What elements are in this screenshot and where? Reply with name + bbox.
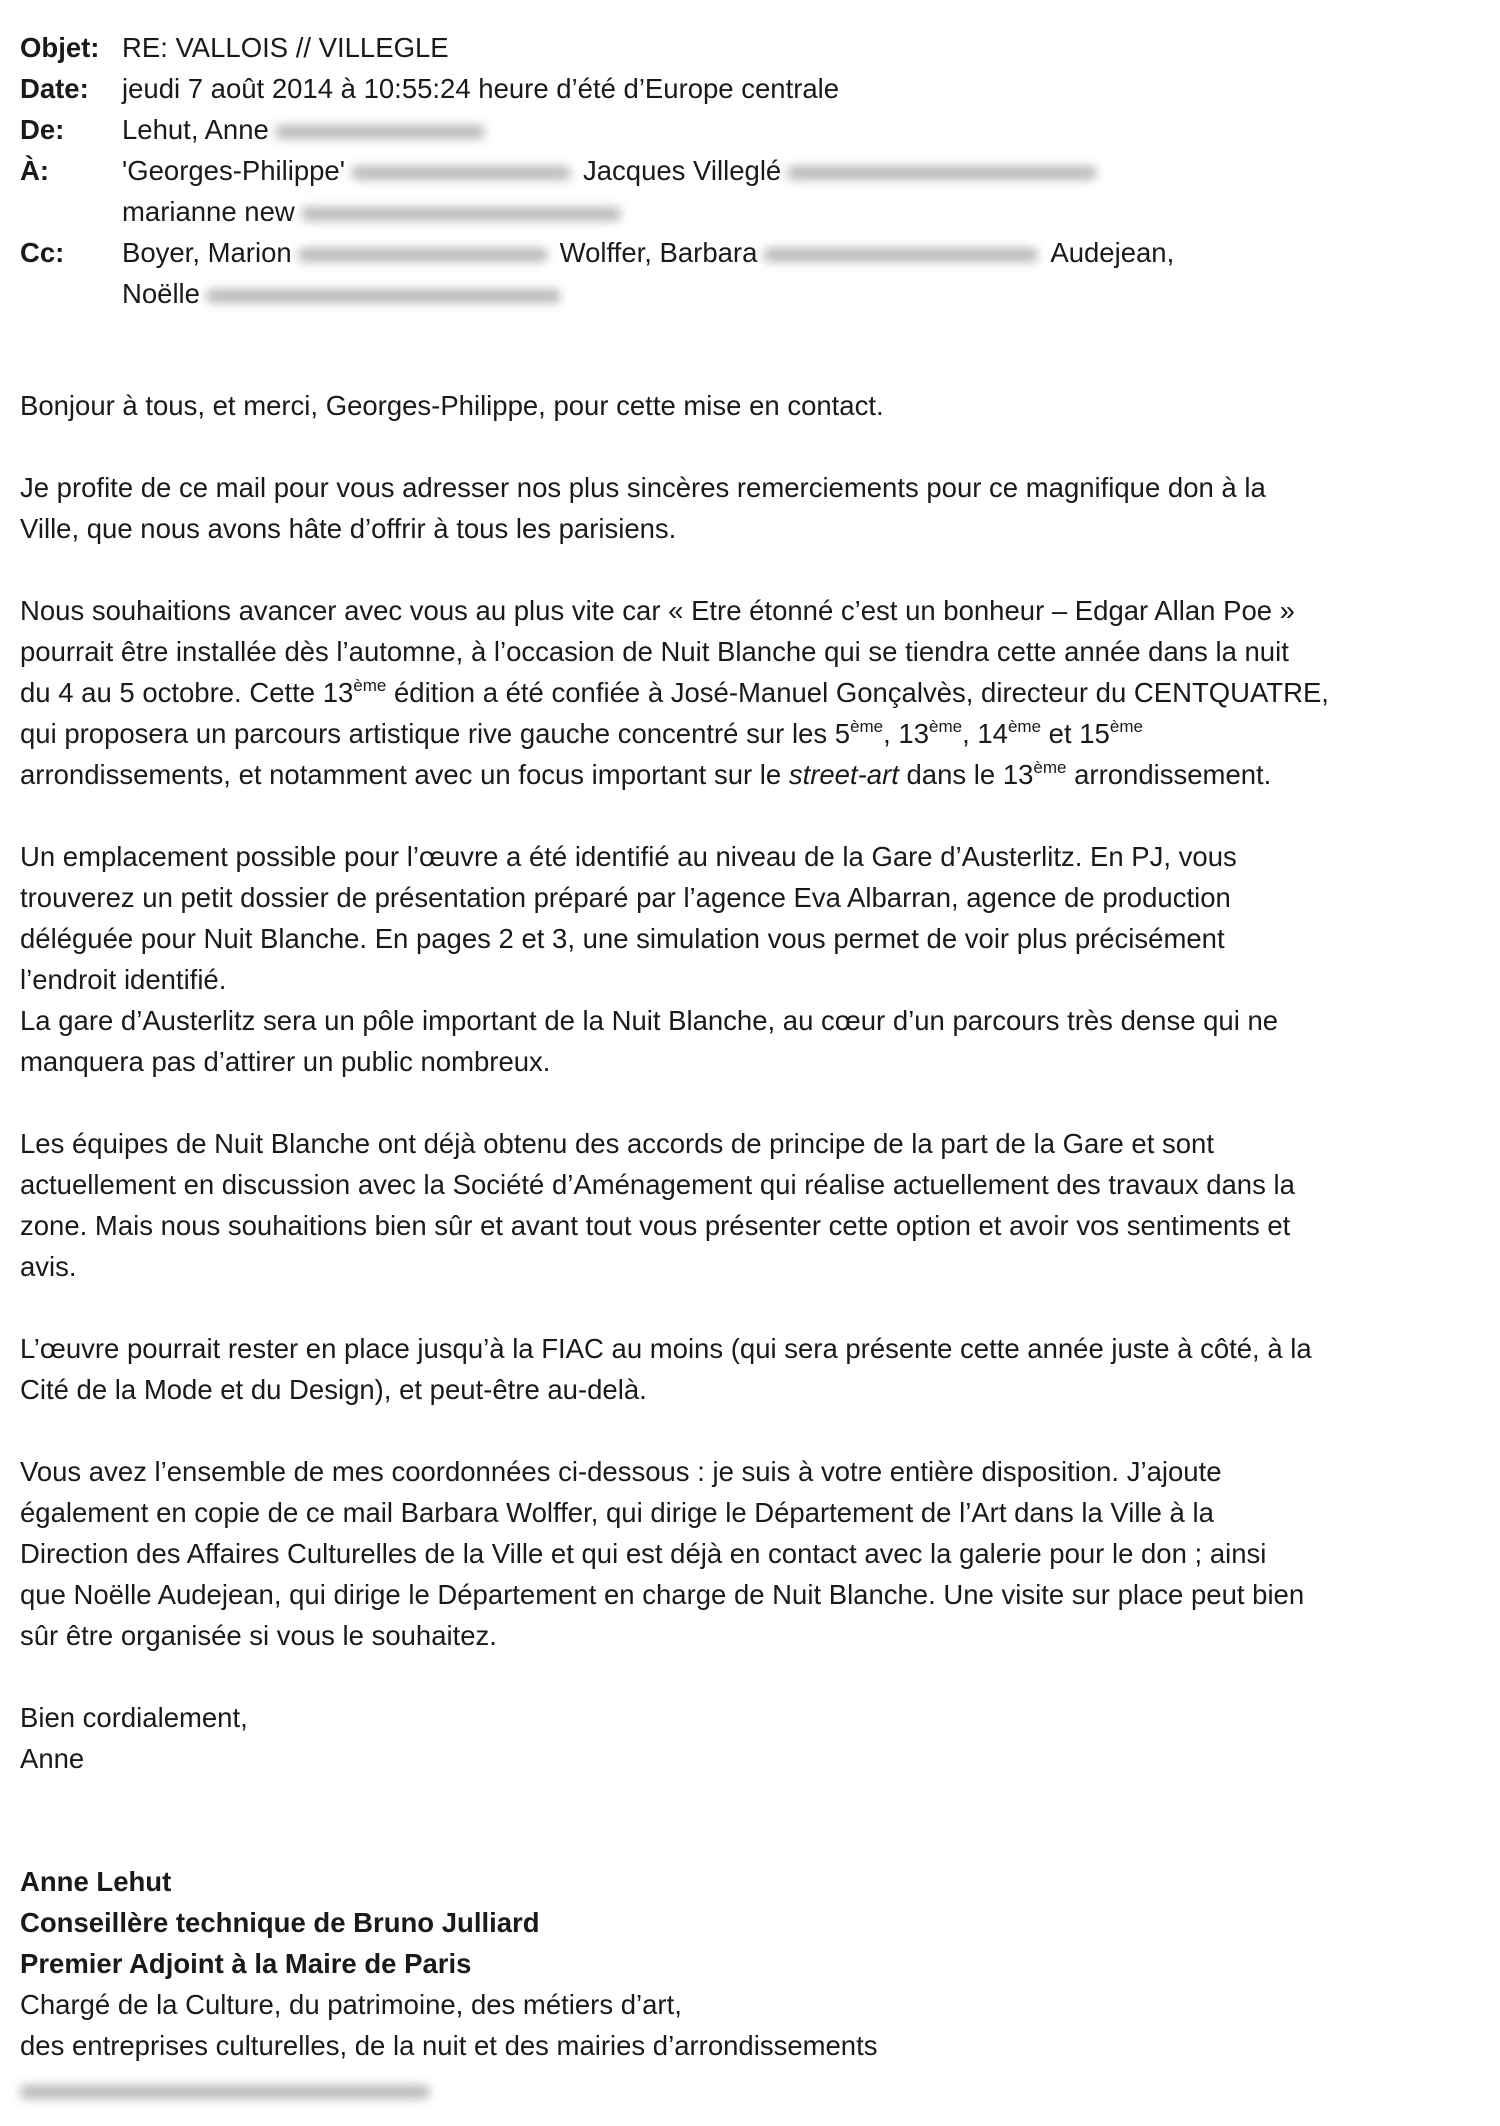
text-line: Cité de la Mode et du Design), et peut-être au-delà. — [20, 1374, 647, 1405]
paragraph-1 — [20, 385, 1482, 426]
paragraph-3 — [20, 590, 1482, 795]
text-line: l’endroit identifié. — [20, 964, 227, 995]
from-label: De: — [20, 114, 65, 145]
date-value: jeudi 7 août 2014 à 10:55:24 heure d’été d’Europe centrale — [122, 73, 840, 104]
to-row — [20, 150, 1480, 232]
signature-title: Premier Adjoint à la Maire de Paris — [20, 1948, 472, 1979]
superscript: ème — [1007, 717, 1042, 736]
date-row — [20, 68, 1480, 109]
text-line: pourrait être installée dès l’automne, à l’occasion de Nuit Blanche qui se tiendra cette année dans la nuit — [20, 636, 1289, 667]
redacted-email — [301, 207, 621, 221]
signature-block — [20, 1861, 1482, 2107]
to-recipient-3: marianne new — [122, 196, 295, 227]
text-line: trouverez un petit dossier de présentation préparé par l’agence Eva Albarran, agence de production — [20, 882, 1231, 913]
emphasis: street-art — [788, 759, 899, 790]
text-run: dans le 13 — [898, 759, 1034, 790]
text-run: et 15 — [1041, 718, 1110, 749]
cc-recipient-4: Noëlle — [122, 278, 200, 309]
text-line — [20, 672, 1482, 713]
to-label: À: — [20, 155, 50, 186]
text-line: Direction des Affaires Culturelles de la Ville et qui est déjà en contact avec la galerie pour le don ; ainsi — [20, 1538, 1267, 1569]
text-run: édition a été confiée à José-Manuel Gonçalvès, directeur du CENTQUATRE, — [386, 677, 1329, 708]
superscript: ème — [1109, 717, 1143, 736]
text-run: du 4 au 5 octobre. Cette 13 — [20, 677, 354, 708]
text-run: qui proposera un parcours artistique rive gauche concentré sur les 5 — [20, 718, 851, 749]
redacted-email — [298, 248, 548, 262]
from-name: Lehut, Anne — [122, 114, 269, 145]
subject-label: Objet: — [20, 32, 100, 63]
text-line: Vous avez l’ensemble de mes coordonnées ci-dessous : je suis à votre entière disposition. J’ajoute — [20, 1456, 1222, 1487]
redacted-email — [275, 125, 485, 139]
text-line: que Noëlle Audejean, qui dirige le Département en charge de Nuit Blanche. Une visite sur place peut bien — [20, 1579, 1305, 1610]
signature-title: Conseillère technique de Bruno Julliard — [20, 1907, 540, 1938]
paragraph-7 — [20, 1451, 1482, 1656]
cc-recipient-2: Wolffer, Barbara — [559, 237, 758, 268]
signature-name: Anne Lehut — [20, 1866, 172, 1897]
text-run: arrondissement. — [1066, 759, 1272, 790]
superscript: ème — [929, 717, 963, 736]
cc-label: Cc: — [20, 237, 65, 268]
text-line: avis. — [20, 1251, 77, 1282]
date-label: Date: — [20, 73, 89, 104]
closing-signoff: Anne — [20, 1743, 85, 1774]
text-line: zone. Mais nous souhaitions bien sûr et avant tout vous présenter cette option et avoir vos sentiments et — [20, 1210, 1291, 1241]
to-recipient-2: Jacques Villeglé — [582, 155, 782, 186]
text-run: arrondissements, et notamment avec un focus important sur le — [20, 759, 789, 790]
paragraph-6 — [20, 1328, 1482, 1410]
text-line: également en copie de ce mail Barbara Wolffer, qui dirige le Département de l’Art dans la Ville à la — [20, 1497, 1214, 1528]
text-line: Ville, que nous avons hâte d’offrir à tous les parisiens. — [20, 513, 677, 544]
superscript: ème — [353, 676, 387, 695]
text-line: L’œuvre pourrait rester en place jusqu’à la FIAC au moins (qui sera présente cette année juste à côté, à la — [20, 1333, 1312, 1364]
superscript: ème — [850, 717, 884, 736]
paragraph-5 — [20, 1123, 1482, 1287]
email-header — [20, 27, 1480, 314]
paragraph-4 — [20, 836, 1482, 1082]
text-line: déléguée pour Nuit Blanche. En pages 2 et 3, une simulation vous permet de voir plus précisément — [20, 923, 1225, 954]
superscript: ème — [1033, 758, 1067, 777]
closing-line: Bien cordialement, — [20, 1702, 248, 1733]
text-line — [20, 754, 1482, 795]
text-line: Bonjour à tous, et merci, Georges-Philippe, pour cette mise en contact. — [20, 390, 884, 421]
text-line: actuellement en discussion avec la Société d’Aménagement qui réalise actuellement des travaux dans la — [20, 1169, 1295, 1200]
signature-line: des entreprises culturelles, de la nuit et des mairies d’arrondissements — [20, 2030, 878, 2061]
text-line: Je profite de ce mail pour vous adresser nos plus sincères remerciements pour ce magnifique don à la — [20, 472, 1266, 503]
cc-recipient-1: Boyer, Marion — [122, 237, 292, 268]
to-recipient-1: 'Georges-Philippe' — [122, 155, 345, 186]
subject-row — [20, 27, 1480, 68]
text-line: sûr être organisée si vous le souhaitez. — [20, 1620, 497, 1651]
text-line: Les équipes de Nuit Blanche ont déjà obtenu des accords de principe de la part de la Gare et sont — [20, 1128, 1214, 1159]
redacted-email — [206, 289, 561, 303]
text-run: , 14 — [962, 718, 1008, 749]
signature-line: Chargé de la Culture, du patrimoine, des métiers d’art, — [20, 1989, 682, 2020]
subject-value: RE: VALLOIS // VILLEGLE — [122, 32, 449, 63]
text-line — [20, 713, 1482, 754]
from-row — [20, 109, 1480, 150]
cc-recipient-3: Audejean, — [1050, 237, 1175, 268]
cc-row — [20, 232, 1480, 314]
redacted-email — [351, 166, 571, 180]
closing — [20, 1697, 1482, 1779]
redacted-contact — [20, 2085, 430, 2099]
text-line: Nous souhaitions avancer avec vous au plus vite car « Etre étonné c’est un bonheur – Edgar Allan Poe » — [20, 595, 1295, 626]
text-run: , 13 — [883, 718, 930, 749]
email-body — [20, 385, 1482, 2107]
text-line: Un emplacement possible pour l’œuvre a été identifié au niveau de la Gare d’Austerlitz. En PJ, vous — [20, 841, 1237, 872]
redacted-email — [763, 248, 1038, 262]
redacted-email — [787, 166, 1097, 180]
text-line: La gare d’Austerlitz sera un pôle important de la Nuit Blanche, au cœur d’un parcours très dense qui ne — [20, 1005, 1279, 1036]
paragraph-2 — [20, 467, 1482, 549]
text-line: manquera pas d’attirer un public nombreux. — [20, 1046, 551, 1077]
